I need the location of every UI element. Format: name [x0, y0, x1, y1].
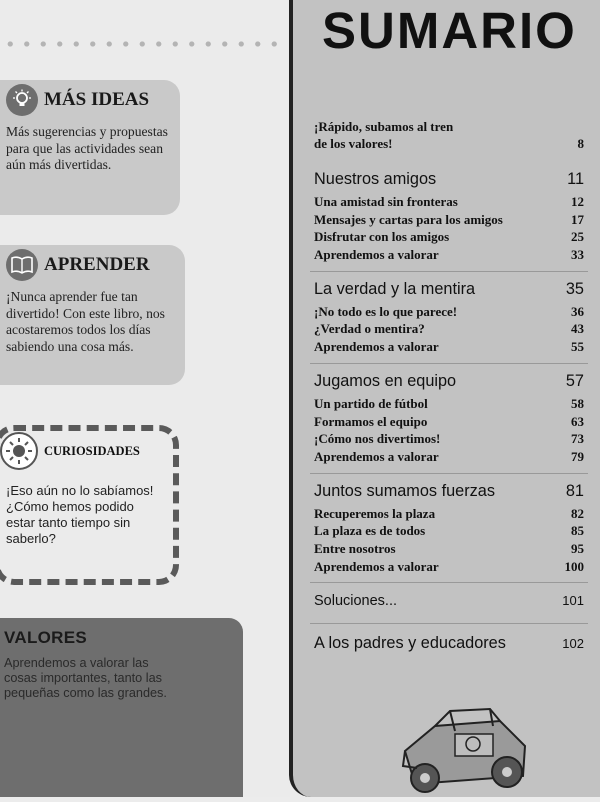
valores-title: VALORES: [4, 628, 88, 647]
toc-intro-page: 8: [577, 136, 584, 151]
toc-item[interactable]: La plaza es de todos 85: [314, 523, 584, 539]
aprender-text: ¡Nunca aprender fue tan divertido! Con este libro, nos acostaremos todos los días sabiendo una cosa más.: [6, 289, 165, 354]
divider: [310, 473, 588, 474]
table-of-contents: [314, 118, 584, 658]
curiosidades-header: [0, 432, 140, 470]
toc-section-heading[interactable]: Jugamos en equipo 57: [314, 371, 584, 390]
divider: [310, 271, 588, 272]
dotted-divider: [0, 41, 285, 47]
toc-section-heading[interactable]: Juntos sumamos fuerzas 81: [314, 481, 584, 500]
curiosidades-title: CURIOSIDADES: [44, 443, 140, 458]
divider: [310, 623, 588, 624]
toc-item[interactable]: ¡Cómo nos divertimos! 73: [314, 431, 584, 447]
mas-ideas-card: [0, 80, 180, 215]
toc-section: [314, 170, 584, 265]
mas-ideas-title: MÁS IDEAS: [44, 89, 150, 110]
toc-item[interactable]: Recuperemos la plaza 82: [314, 505, 584, 521]
page-title: SUMARIO: [322, 2, 577, 59]
toc-item[interactable]: Entre nosotros 95: [314, 540, 584, 556]
toc-section: [314, 482, 584, 577]
toc-item[interactable]: Formamos el equipo 63: [314, 413, 584, 429]
toc-intro-line2: de los valores!: [314, 136, 393, 151]
toc-item[interactable]: Aprendemos a valorar 33: [314, 247, 584, 263]
aprender-card: [0, 245, 185, 385]
mas-ideas-text: Más sugerencias y propuestas para que las actividades sean aún más divertidas.: [6, 124, 168, 172]
toc-soluciones[interactable]: Soluciones... 101: [314, 593, 584, 610]
valores-card: [0, 618, 243, 797]
toc-item[interactable]: Una amistad sin fronteras 12: [314, 194, 584, 209]
toy-car-illustration: [395, 706, 535, 802]
curiosidades-text: ¡Eso aún no lo sabíamos! ¿Cómo hemos podido estar tanto tiempo sin saberlo?: [6, 483, 154, 546]
divider: [310, 582, 588, 583]
sun-icon: [0, 432, 38, 470]
toc-item[interactable]: Un partido de fútbol 58: [314, 395, 584, 411]
toc-section: [314, 372, 584, 467]
divider: [310, 363, 588, 364]
toc-intro[interactable]: [314, 118, 584, 135]
lightbulb-icon: [6, 84, 38, 116]
toc-section-heading[interactable]: Nuestros amigos 11: [314, 170, 584, 188]
aprender-title: APRENDER: [44, 254, 150, 275]
valores-text: Aprendemos a valorar las cosas importantes, tanto las pequeñas como las grandes.: [4, 656, 167, 701]
toc-item[interactable]: Aprendemos a valorar 79: [314, 448, 584, 464]
book-icon: [6, 249, 38, 281]
toc-item[interactable]: Aprendemos a valorar 100: [314, 558, 584, 574]
left-panel: [0, 0, 290, 797]
toc-section-heading[interactable]: La verdad y la mentira 35: [314, 279, 584, 298]
toc-section: [314, 280, 584, 357]
toc-item[interactable]: ¿Verdad o mentira? 43: [314, 321, 584, 337]
toc-item[interactable]: ¡No todo es lo que parece! 36: [314, 303, 584, 319]
toc-item[interactable]: Aprendemos a valorar 55: [314, 339, 584, 355]
toc-item[interactable]: Mensajes y cartas para los amigos 17: [314, 211, 584, 227]
toc-item[interactable]: Disfrutar con los amigos 25: [314, 229, 584, 245]
toc-padres[interactable]: A los padres y educadores 102: [314, 634, 584, 653]
toc-intro-line1: ¡Rápido, subamos al tren: [314, 119, 454, 134]
